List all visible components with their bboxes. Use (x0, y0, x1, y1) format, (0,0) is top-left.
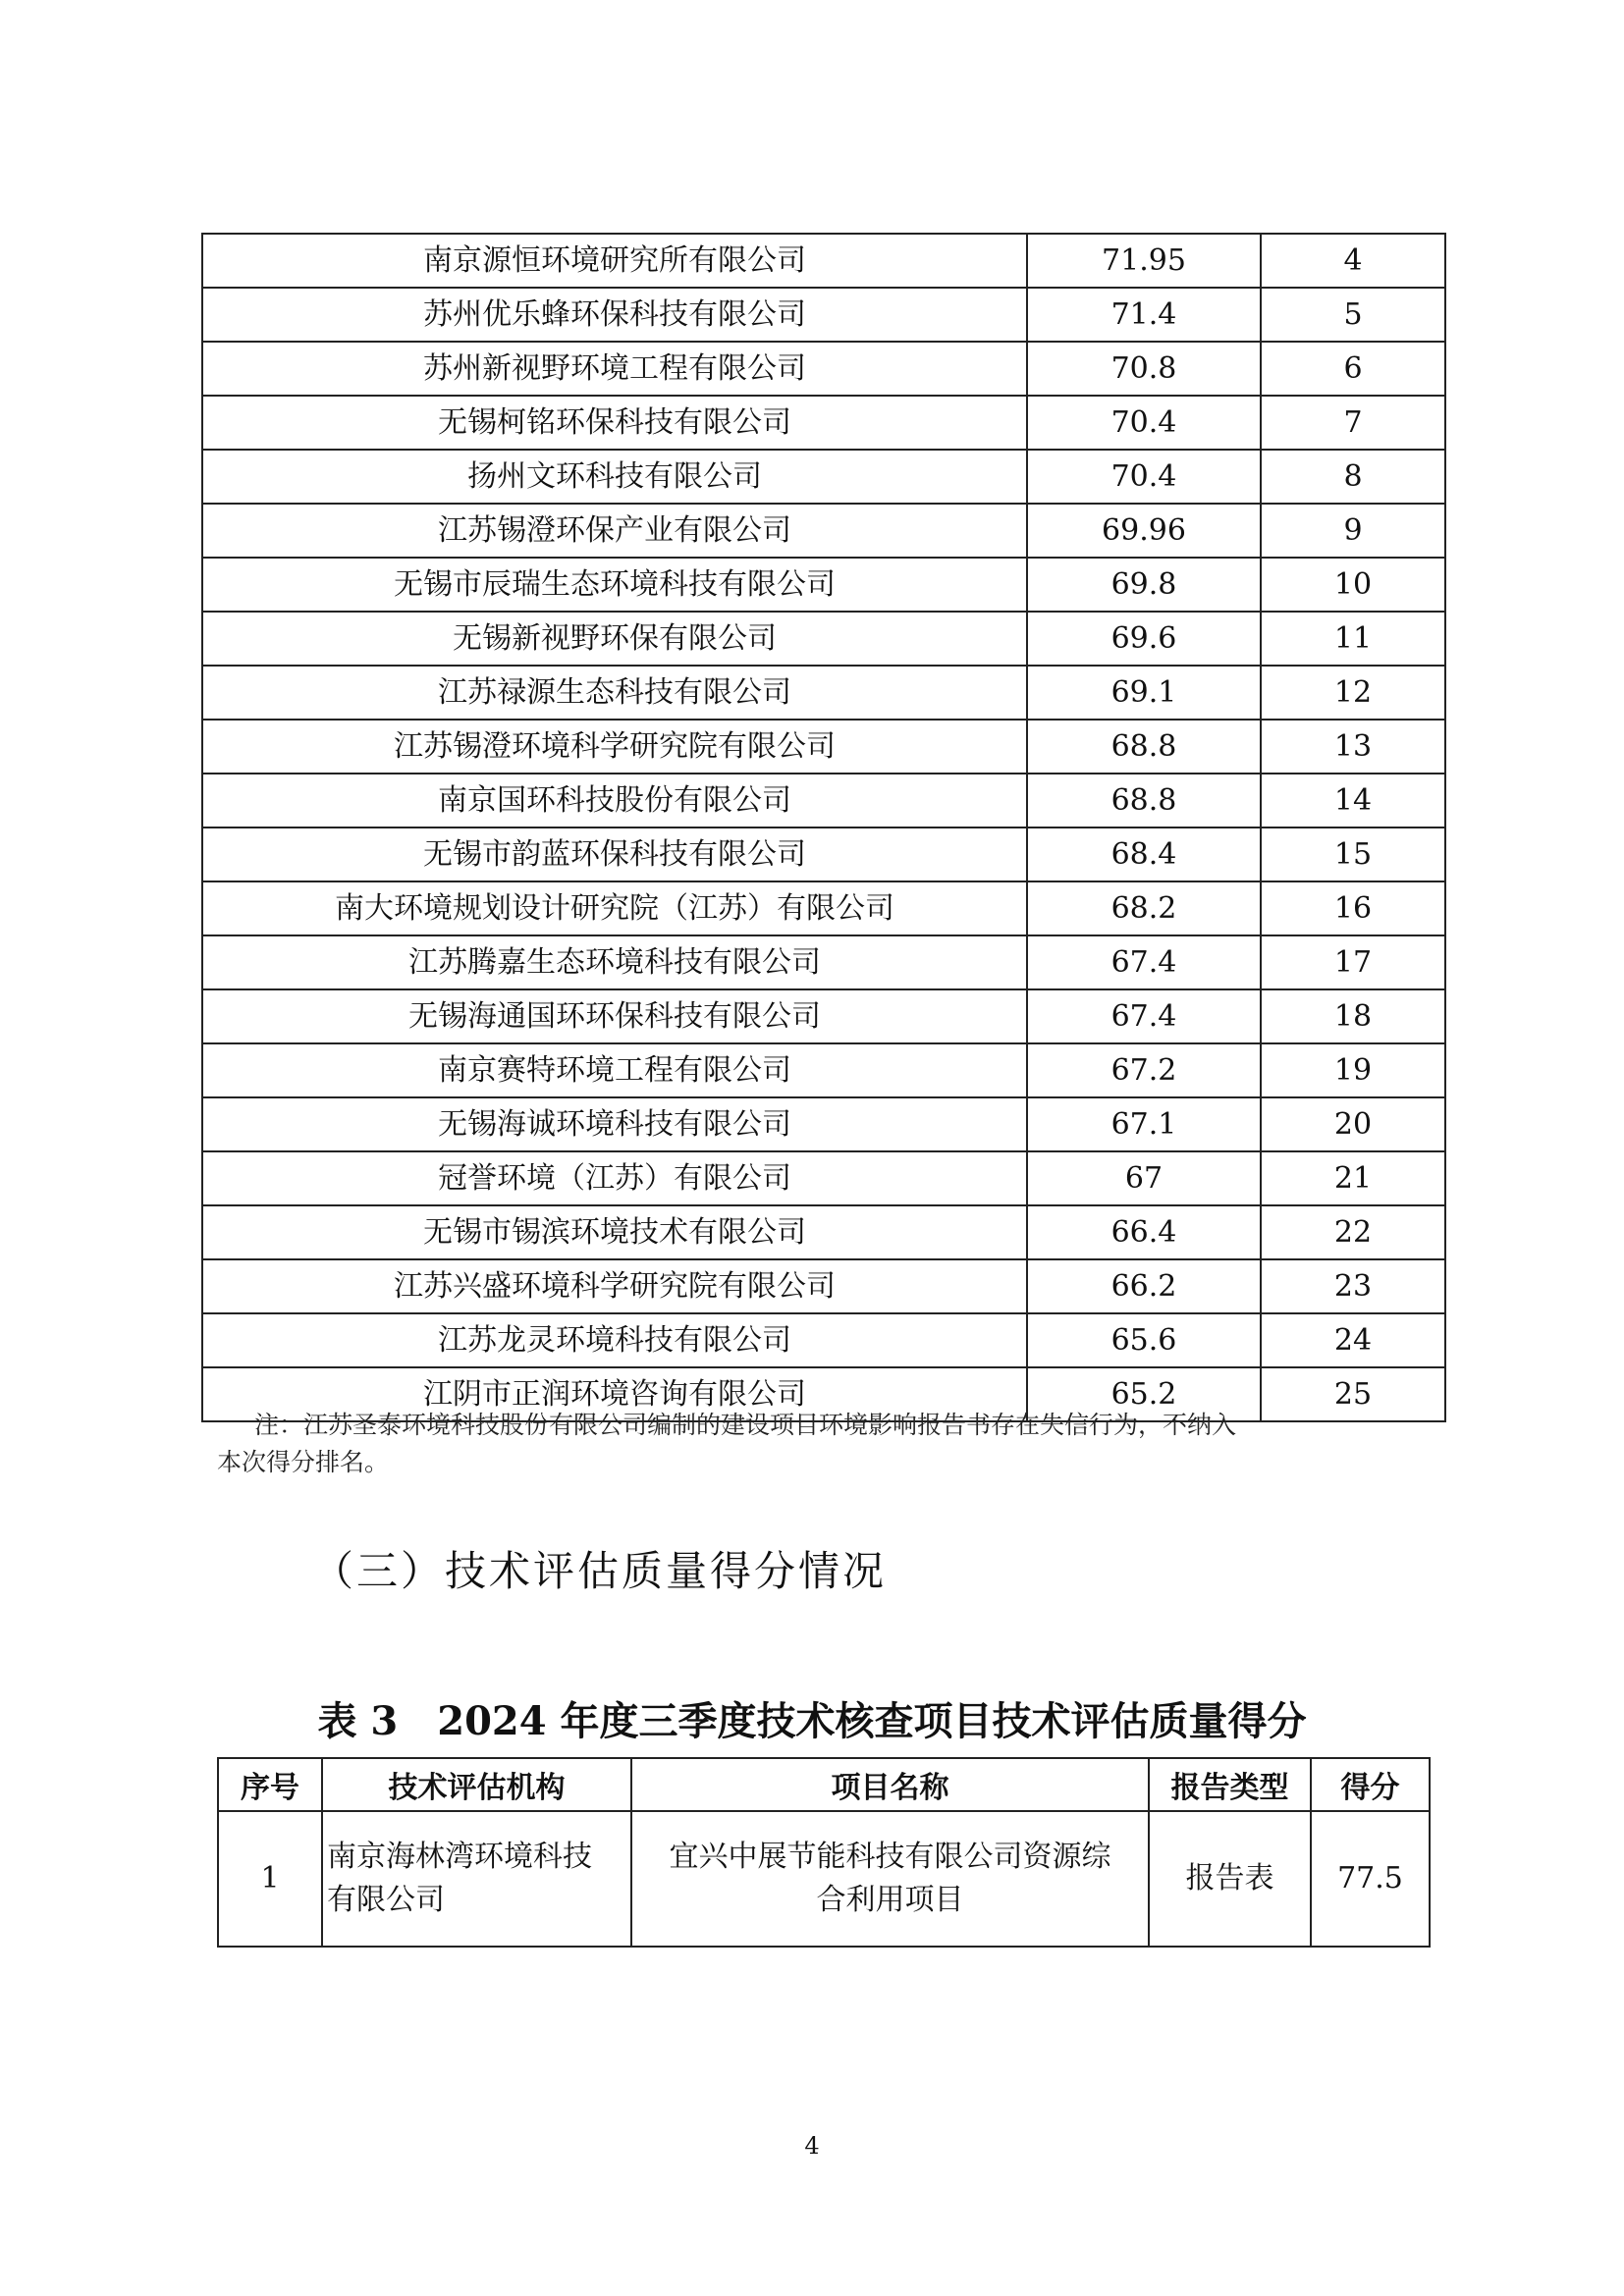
score-cell: 69.1 (1027, 666, 1261, 720)
score-cell: 65.6 (1027, 1313, 1261, 1367)
company-cell: 江阴市正润环境咨询有限公司 (202, 1367, 1027, 1421)
rank-cell: 15 (1261, 828, 1445, 881)
company-cell: 无锡市锡滨环境技术有限公司 (202, 1205, 1027, 1259)
rank-cell: 25 (1261, 1367, 1445, 1421)
table-3-title: 表 3 2024 年度三季度技术核查项目技术评估质量得分 (317, 1698, 1307, 1744)
rank-cell: 22 (1261, 1205, 1445, 1259)
index-cell: 1 (218, 1811, 322, 1947)
score-cell: 77.5 (1311, 1811, 1430, 1947)
company-cell: 江苏锡澄环保产业有限公司 (202, 504, 1027, 558)
table-row (202, 504, 1445, 558)
header-score: 得分 (1311, 1758, 1430, 1811)
footnote-line-2: 本次得分排名。 (217, 1448, 390, 1476)
company-cell: 江苏兴盛环境科学研究院有限公司 (202, 1259, 1027, 1313)
company-cell: 南京国环科技股份有限公司 (202, 774, 1027, 828)
agency-line-1: 南京海林湾环境科技 (327, 1840, 592, 1874)
table-row (218, 1811, 1430, 1947)
score-cell: 69.96 (1027, 504, 1261, 558)
rank-cell: 19 (1261, 1043, 1445, 1097)
table-row (202, 1205, 1445, 1259)
company-cell: 江苏禄源生态科技有限公司 (202, 666, 1027, 720)
table-row (202, 234, 1445, 288)
project-line-2: 合利用项目 (816, 1883, 964, 1917)
score-cell: 67.1 (1027, 1097, 1261, 1151)
company-cell: 无锡市辰瑞生态环境科技有限公司 (202, 558, 1027, 612)
rank-cell: 17 (1261, 935, 1445, 989)
company-cell: 南京源恒环境研究所有限公司 (202, 234, 1027, 288)
company-cell: 扬州文环科技有限公司 (202, 450, 1027, 504)
agency-cell (322, 1811, 631, 1947)
table-header-row (218, 1758, 1430, 1811)
table-row (202, 1043, 1445, 1097)
rank-cell: 8 (1261, 450, 1445, 504)
company-cell: 无锡海诚环境科技有限公司 (202, 1097, 1027, 1151)
table-row (202, 666, 1445, 720)
score-cell: 67.4 (1027, 935, 1261, 989)
project-line-1: 宜兴中展节能科技有限公司资源综 (669, 1840, 1111, 1874)
rank-cell: 9 (1261, 504, 1445, 558)
table-row (202, 720, 1445, 774)
company-cell: 江苏锡澄环境科学研究院有限公司 (202, 720, 1027, 774)
score-cell: 67.4 (1027, 989, 1261, 1043)
rank-cell: 20 (1261, 1097, 1445, 1151)
score-cell: 70.8 (1027, 342, 1261, 396)
page-number: 4 (804, 2132, 820, 2160)
score-cell: 66.4 (1027, 1205, 1261, 1259)
company-cell: 江苏龙灵环境科技有限公司 (202, 1313, 1027, 1367)
score-cell: 68.8 (1027, 720, 1261, 774)
company-cell: 苏州新视野环境工程有限公司 (202, 342, 1027, 396)
score-cell: 68.2 (1027, 881, 1261, 935)
table-row (202, 989, 1445, 1043)
rank-cell: 13 (1261, 720, 1445, 774)
table-row (202, 558, 1445, 612)
company-cell: 无锡新视野环保有限公司 (202, 612, 1027, 666)
score-cell: 71.95 (1027, 234, 1261, 288)
header-index: 序号 (218, 1758, 322, 1811)
ranking-table (201, 233, 1446, 1422)
score-cell: 67 (1027, 1151, 1261, 1205)
section-heading: （三）技术评估质量得分情况 (312, 1547, 888, 1595)
score-cell: 68.4 (1027, 828, 1261, 881)
table-row (202, 881, 1445, 935)
rank-cell: 14 (1261, 774, 1445, 828)
table-row (202, 396, 1445, 450)
rank-cell: 7 (1261, 396, 1445, 450)
company-cell: 冠誉环境（江苏）有限公司 (202, 1151, 1027, 1205)
header-report-type: 报告类型 (1149, 1758, 1311, 1811)
table-row (202, 450, 1445, 504)
score-cell: 71.4 (1027, 288, 1261, 342)
report-type-cell: 报告表 (1149, 1811, 1311, 1947)
table-row (202, 342, 1445, 396)
table-row (202, 1097, 1445, 1151)
score-cell: 68.8 (1027, 774, 1261, 828)
rank-cell: 23 (1261, 1259, 1445, 1313)
score-cell: 69.6 (1027, 612, 1261, 666)
header-project: 项目名称 (631, 1758, 1149, 1811)
company-cell: 无锡海通国环环保科技有限公司 (202, 989, 1027, 1043)
company-cell: 南京赛特环境工程有限公司 (202, 1043, 1027, 1097)
company-cell: 无锡柯铭环保科技有限公司 (202, 396, 1027, 450)
company-cell: 苏州优乐蜂环保科技有限公司 (202, 288, 1027, 342)
score-cell: 70.4 (1027, 450, 1261, 504)
table-row (202, 828, 1445, 881)
footnote-line-1: 注：江苏圣泰环境科技股份有限公司编制的建设项目环境影响报告书存在失信行为，不纳入 (254, 1411, 1237, 1439)
table-row (202, 1151, 1445, 1205)
project-cell (631, 1811, 1149, 1947)
company-cell: 南大环境规划设计研究院（江苏）有限公司 (202, 881, 1027, 935)
rank-cell: 16 (1261, 881, 1445, 935)
rank-cell: 24 (1261, 1313, 1445, 1367)
rank-cell: 12 (1261, 666, 1445, 720)
table-row (202, 774, 1445, 828)
agency-line-2: 有限公司 (327, 1883, 445, 1917)
rank-cell: 4 (1261, 234, 1445, 288)
table-row (202, 1259, 1445, 1313)
header-agency: 技术评估机构 (322, 1758, 631, 1811)
rank-cell: 18 (1261, 989, 1445, 1043)
score-cell: 66.2 (1027, 1259, 1261, 1313)
table-footnote (217, 1407, 1444, 1481)
rank-cell: 21 (1261, 1151, 1445, 1205)
company-cell: 无锡市韵蓝环保科技有限公司 (202, 828, 1027, 881)
table-row (202, 1313, 1445, 1367)
score-cell: 69.8 (1027, 558, 1261, 612)
rank-cell: 5 (1261, 288, 1445, 342)
score-cell: 65.2 (1027, 1367, 1261, 1421)
score-cell: 67.2 (1027, 1043, 1261, 1097)
rank-cell: 6 (1261, 342, 1445, 396)
rank-cell: 10 (1261, 558, 1445, 612)
ranking-table-body (202, 234, 1445, 1421)
table-row (202, 612, 1445, 666)
evaluation-quality-table (217, 1757, 1431, 1948)
table-row (202, 288, 1445, 342)
company-cell: 江苏腾嘉生态环境科技有限公司 (202, 935, 1027, 989)
rank-cell: 11 (1261, 612, 1445, 666)
table-row (202, 935, 1445, 989)
score-cell: 70.4 (1027, 396, 1261, 450)
